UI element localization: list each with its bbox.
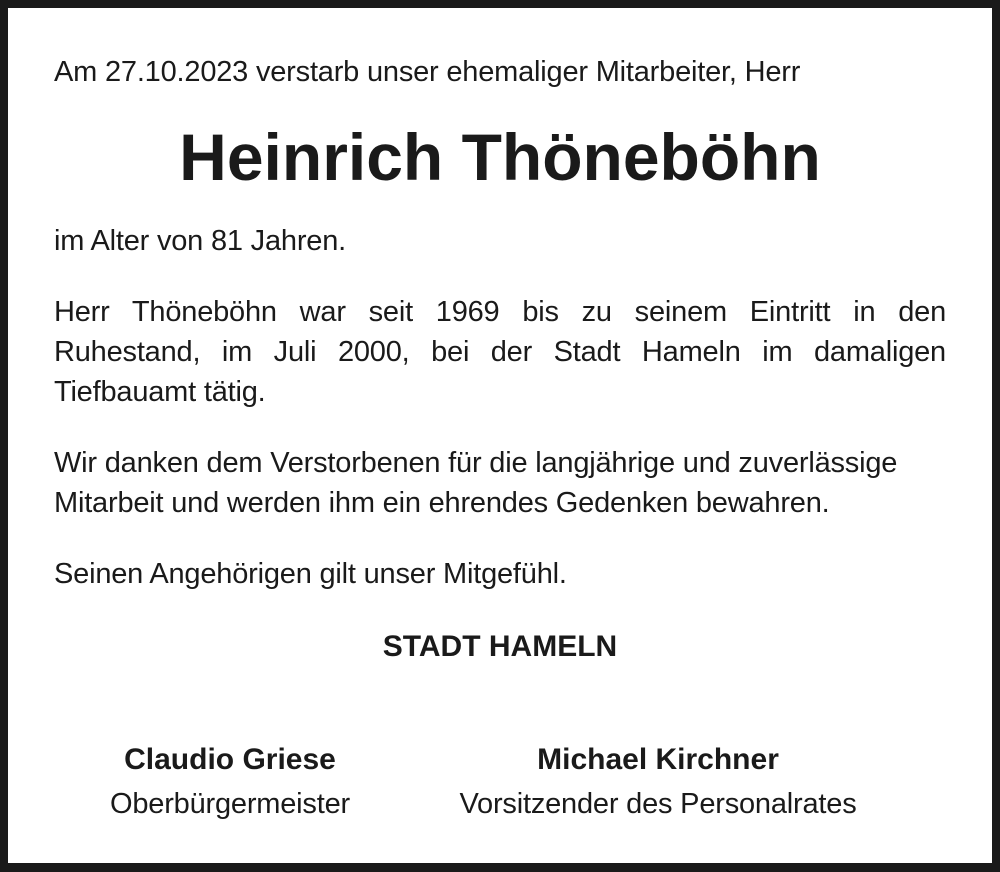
signatory-name: Michael Kirchner (537, 743, 779, 776)
age-text: im Alter von 81 Jahren. (54, 225, 346, 257)
signatory-left (70, 740, 390, 824)
employment-paragraph: Herr Thöneböhn war seit 1969 bis zu seinem Eintritt in den Ruhestand, im Juli 2000, bei der Stadt Hameln im damaligen Tiefbauamt tätig. (54, 296, 946, 408)
thanks-paragraph (54, 443, 946, 523)
signatory-right (448, 740, 868, 824)
intro-text: Am 27.10.2023 verstarb unser ehemaliger Mitarbeiter, Herr (54, 56, 801, 88)
notice-body (54, 52, 946, 667)
organization-name: STADT HAMELN (382, 630, 618, 663)
thanks-line-1: Wir danken dem Verstorbenen für die langjährige und zuverlässige (54, 447, 898, 479)
signature-block (8, 740, 992, 840)
thanks-line-2: Mitarbeit und werden ihm ein ehrendes Gedenken bewahren. (54, 487, 830, 519)
signatory-name: Claudio Griese (124, 743, 336, 776)
signatory-role: Oberbürgermeister (110, 788, 350, 820)
deceased-name: Heinrich Thöneböhn (179, 120, 821, 194)
condolence-paragraph: Seinen Angehörigen gilt unser Mitgefühl. (54, 558, 567, 590)
signatory-role: Vorsitzender des Personalrates (459, 788, 857, 820)
